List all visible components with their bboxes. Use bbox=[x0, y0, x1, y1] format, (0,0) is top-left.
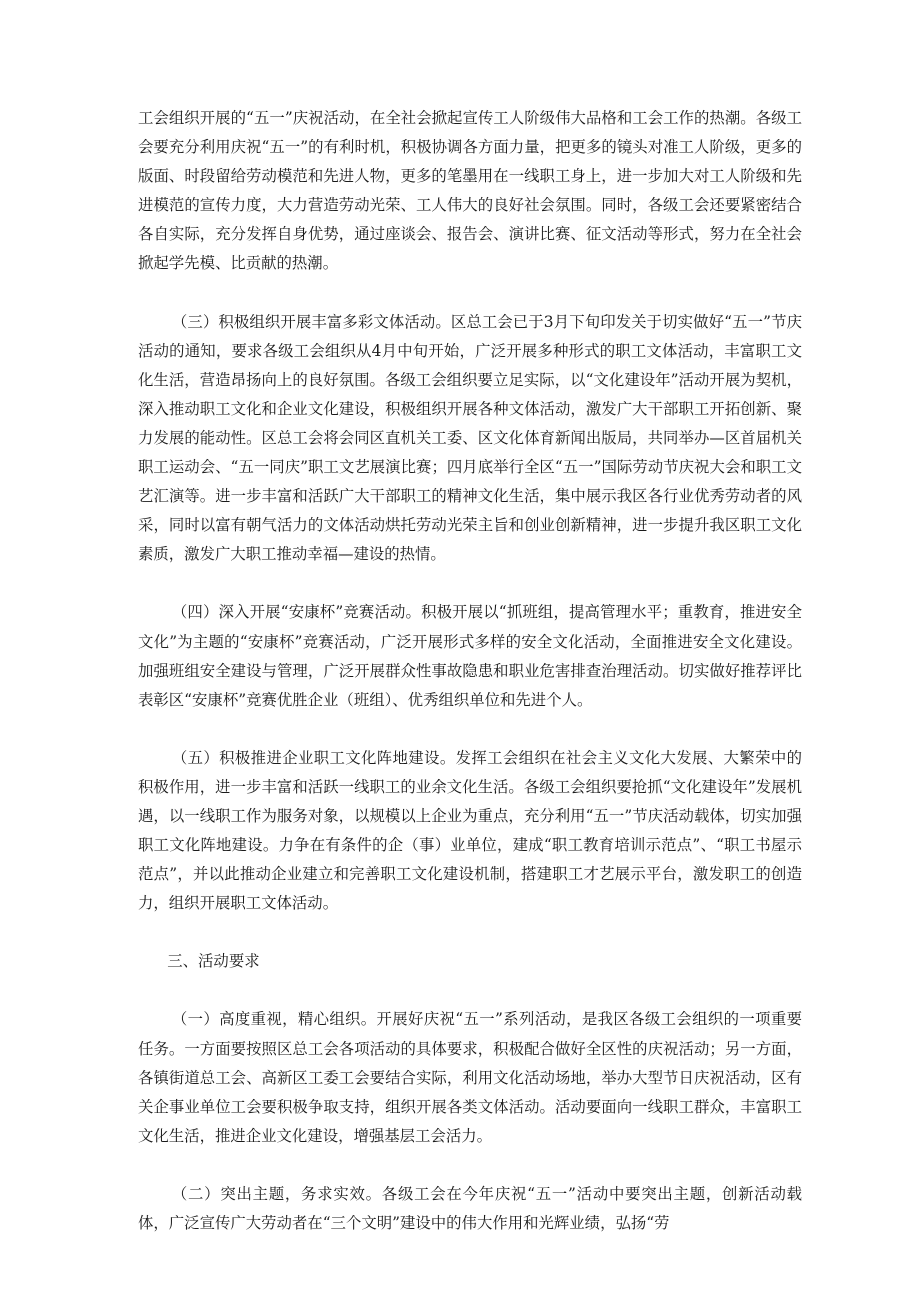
paragraph-gap bbox=[138, 569, 802, 598]
paragraph-section-3: （三）积极组织开展丰富多彩文体活动。区总工会已于3月下旬印发关于切实做好“五一”节庆活动的通知，要求各级工会组织从4月中旬开始，广泛开展多种形式的职工文体活动，丰富职工文化生活，营造昂扬向上的良好氛围。各级工会组织要立足实际，以“文化建设年”活动开展为契机，深入推动职工文化和企业文化建设，积极组织开展各种文体活动，激发广大干部职工开拓创新、聚力发展的能动性。区总工会将会同区直机关工委、区文化体育新闻出版局，共同举办—区首届机关职工运动会、“五一同庆”职工文艺展演比赛；四月底举行全区“五一”国际劳动节庆祝大会和职工文艺汇演等。进一步丰富和活跃广大干部职工的精神文化生活，集中展示我区各行业优秀劳动者的风采，同时以富有朝气活力的文体活动烘托劳动光荣主旨和创业创新精神，进一步提升我区职工文化素质，激发广大职工推动幸福—建设的热情。 bbox=[138, 312, 802, 564]
document-body bbox=[138, 104, 802, 1238]
paragraph-gap bbox=[138, 918, 802, 947]
paragraph-section-4: （四）深入开展“安康杯”竞赛活动。积极开展以“抓班组，提高管理水平；重教育，推进安全文化”为主题的“安康杯”竞赛活动，广泛开展形式多样的安全文化活动，全面推进安全文化建设。加强班组安全建设与管理，广泛开展群众性事故隐患和职业危害排查治理活动。切实做好推荐评比表彰区“安康杯”竞赛优胜企业（班组）、优秀组织单位和先进个人。 bbox=[138, 603, 802, 709]
paragraph-gap bbox=[138, 279, 802, 308]
section-heading-requirements: 三、活动要求 bbox=[167, 952, 260, 971]
paragraph-section-5: （五）积极推进企业职工文化阵地建设。发挥工会组织在社会主义文化大发展、大繁荣中的积极作用，进一步丰富和活跃一线职工的业余文化生活。各级工会组织要抢抓“文化建设年”发展机遇，以一线职工作为服务对象，以规模以上企业为重点，充分利用“五一”节庆活动载体，切实加强职工文化阵地建设。力争在有条件的企（事）业单位，建成“职工教育培训示范点”、“职工书屋示范点”，并以此推动企业建立和完善职工文化建设机制，搭建职工才艺展示平台，激发职工的创造力，组织开展职工文体活动。 bbox=[138, 748, 802, 913]
paragraph-requirement-2: （二）突出主题，务求实效。各级工会在今年庆祝“五一”活动中要突出主题，创新活动载体，广泛宣传广大劳动者在“三个文明”建设中的伟大作用和光辉业绩，弘扬“劳 bbox=[138, 1184, 802, 1232]
paragraph-gap bbox=[138, 976, 802, 1005]
paragraph-gap bbox=[138, 1151, 802, 1180]
paragraph-gap bbox=[138, 715, 802, 744]
paragraph-continuation: 工会组织开展的“五一”庆祝活动，在全社会掀起宣传工人阶级伟大品格和工会工作的热潮。各级工会要充分利用庆祝“五一”的有利时机，积极协调各方面力量，把更多的镜头对准工人阶级，更多的版面、时段留给劳动模范和先进人物，更多的笔墨用在一线职工身上，进一步加大对工人阶级和先进模范的宣传力度，大力营造劳动光荣、工人伟大的良好社会氛围。同时，各级工会还要紧密结合各自实际，充分发挥自身优势，通过座谈会、报告会、演讲比赛、征文活动等形式，努力在全社会掀起学先模、比贡献的热潮。 bbox=[138, 109, 802, 273]
paragraph-requirement-1: （一）高度重视，精心组织。开展好庆祝“五一”系列活动，是我区各级工会组织的一项重要任务。一方面要按照区总工会各项活动的具体要求，积极配合做好全区性的庆祝活动；另一方面，各镇街道总工会、高新区工委工会要结合实际，利用文化活动场地，举办大型节日庆祝活动，区有关企事业单位工会要积极争取支持，组织开展各类文体活动。活动要面向一线职工群众，丰富职工文化生活，推进企业文化建设，增强基层工会活力。 bbox=[138, 1010, 802, 1145]
